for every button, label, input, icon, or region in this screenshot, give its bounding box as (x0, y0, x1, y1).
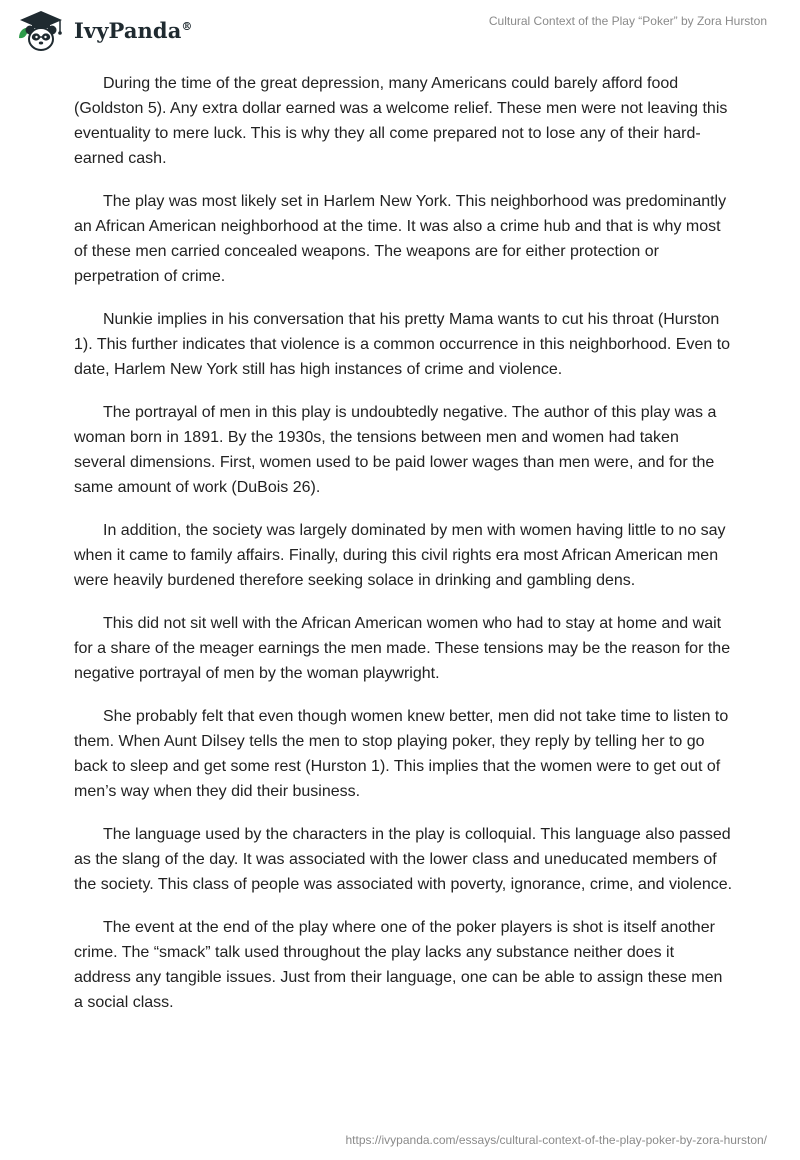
paragraph: The play was most likely set in Harlem New York. This neighborhood was predominantly an African American neighborhood at the time. It was also a crime hub and that is why most of these men carried concealed weapons. The weapons are for either protection or perpetration of crime. (74, 193, 727, 285)
paragraph: The portrayal of men in this play is undoubtedly negative. The author of this play was a woman born in 1891. By the 1930s, the tensions between men and women had taken several dimensions. First, women used to be paid lower wages than men were, and for the same amount of work (DuBois 26). (74, 404, 717, 496)
essay-body (74, 71, 734, 1033)
paragraph: The language used by the characters in the play is colloquial. This language also passed as the slang of the day. It was associated with the lower class and uneducated members of the society. This class of people was associated with poverty, ignorance, crime, and violence. (74, 826, 733, 893)
paragraph: She probably felt that even though women knew better, men did not take time to listen to them. When Aunt Dilsey tells the men to stop playing poker, they reply by telling her to go back to sleep and get some rest (Hurston 1). This implies that the women were to get out of men’s way when they did their business. (74, 708, 729, 800)
source-url[interactable]: https://ivypanda.com/essays/cultural-context-of-the-play-poker-by-zora-hurston/ (345, 1133, 767, 1147)
paragraph: Nunkie implies in his conversation that his pretty Mama wants to cut his throat (Hurston 1). This further indicates that violence is a common occurrence in this neighborhood. Even to date, Harlem New York still has high instances of crime and violence. (74, 311, 731, 378)
brand-name-text: IvyPanda (74, 17, 182, 43)
page-header (0, 0, 800, 60)
paragraph: This did not sit well with the African American women who had to stay at home and wait for a share of the meager earnings the men made. These tensions may be the reason for the negative portrayal of men by the woman playwright. (74, 615, 731, 682)
ivypanda-logo[interactable] (14, 8, 193, 52)
paragraph: During the time of the great depression, many Americans could barely afford food (Goldston 5). Any extra dollar earned was a welcome relief. These men were not leaving this eventuality to mere luck. This is why they all come prepared not to lose any of their hard-earned cash. (74, 75, 728, 167)
paragraph: In addition, the society was largely dominated by men with women having little to no say when it came to family affairs. Finally, during this civil rights era most African American men were heavily burdened therefore seeking solace in drinking and gambling dens. (74, 522, 726, 589)
brand-name (74, 18, 193, 43)
document-title: Cultural Context of the Play “Poker” by Zora Hurston (488, 14, 767, 28)
paragraph: The event at the end of the play where one of the poker players is shot is itself another crime. The “smack” talk used throughout the play lacks any substance neither does it address any tangible issues. Just from their language, one can be able to assign these men a social class. (74, 919, 723, 1011)
registered-mark: ® (181, 19, 193, 33)
panda-logo-icon (14, 8, 68, 52)
